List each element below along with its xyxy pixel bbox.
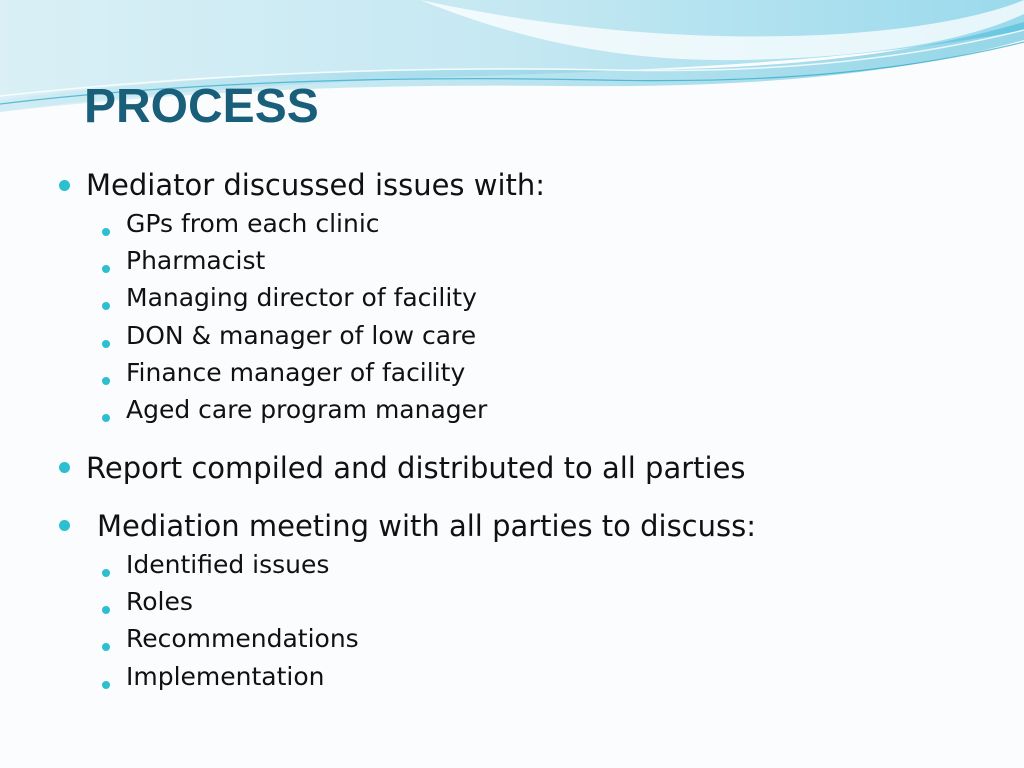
sub-bullet-item: Recommendations bbox=[126, 624, 359, 653]
sub-bullet-item: Identified issues bbox=[126, 550, 330, 579]
sub-bullet-item: GPs from each clinic bbox=[126, 209, 380, 238]
sub-bullet-item: Roles bbox=[126, 587, 193, 616]
bullet-item: Mediation meeting with all parties to discuss: bbox=[97, 509, 756, 543]
sub-bullet-icon bbox=[102, 414, 110, 422]
sub-bullet-icon bbox=[102, 340, 110, 348]
sub-bullet-icon bbox=[102, 302, 110, 310]
slide-title: PROCESS bbox=[84, 80, 319, 133]
sub-bullet-icon bbox=[102, 228, 110, 236]
sub-bullet-icon bbox=[102, 569, 110, 577]
sub-bullet-item: Implementation bbox=[126, 662, 325, 691]
sub-bullet-item: Pharmacist bbox=[126, 246, 266, 275]
bullet-icon bbox=[59, 462, 70, 473]
bullet-item: Mediator discussed issues with: bbox=[86, 168, 546, 202]
sub-bullet-icon bbox=[102, 377, 110, 385]
bullet-icon bbox=[59, 180, 70, 191]
sub-bullet-item: Managing director of facility bbox=[126, 283, 477, 312]
sub-bullet-icon bbox=[102, 606, 110, 614]
sub-bullet-item: DON & manager of low care bbox=[126, 321, 477, 350]
sub-bullet-item: Aged care program manager bbox=[126, 395, 488, 424]
bullet-icon bbox=[59, 520, 70, 531]
sub-bullet-icon bbox=[102, 265, 110, 273]
sub-bullet-icon bbox=[102, 681, 110, 689]
sub-bullet-icon bbox=[102, 643, 110, 651]
bullet-item: Report compiled and distributed to all parties bbox=[86, 451, 746, 485]
sub-bullet-item: Finance manager of facility bbox=[126, 358, 466, 387]
